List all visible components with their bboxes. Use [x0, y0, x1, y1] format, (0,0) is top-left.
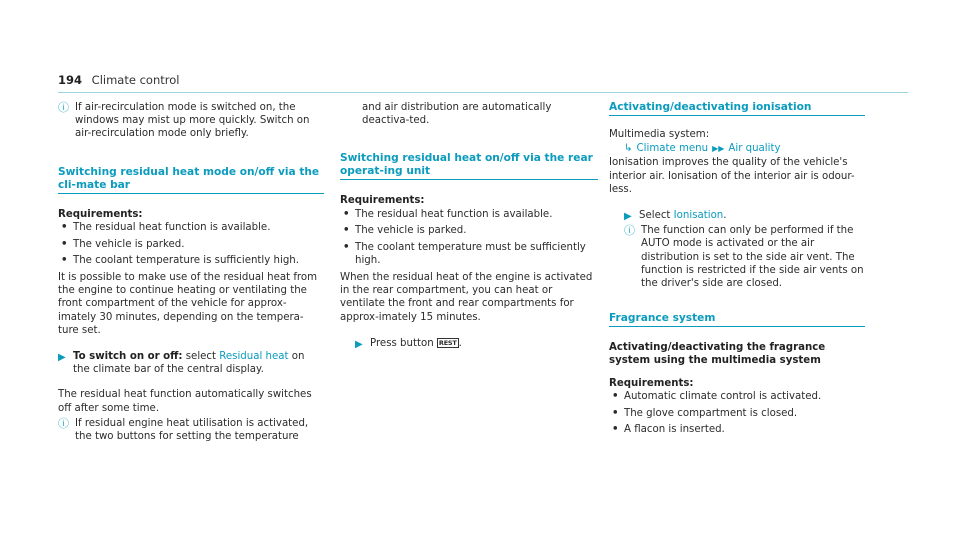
arrow-right-icon: ▶	[355, 338, 363, 350]
list-item	[609, 423, 865, 436]
step-text: select	[182, 350, 220, 362]
info-note	[58, 417, 324, 443]
info-icon: ⓘ	[58, 101, 69, 114]
double-chevron-icon: ▶▶	[712, 144, 725, 154]
list-item-text: The residual heat function is available.	[355, 208, 553, 220]
list-item	[340, 224, 598, 237]
climate-menu-link[interactable]: Climate menu	[636, 143, 709, 155]
multimedia-label: Multimedia system:	[609, 129, 710, 140]
ionisation-link[interactable]: Ionisation	[673, 210, 724, 222]
note-text: The function can only be performed if the AUTO mode is activated or the air distribution is set to the side air vent. The function is restricted if the side air vents on the driver's side are closed.	[641, 225, 864, 290]
bullet-icon: •	[612, 390, 619, 402]
action-step	[58, 350, 324, 376]
step-label: To switch on or off:	[73, 350, 183, 362]
arrow-right-icon: ▶	[624, 211, 632, 223]
residual-heat-link[interactable]: Residual heat	[219, 350, 289, 362]
requirements-list	[609, 390, 865, 437]
list-item	[58, 238, 324, 251]
page-number: 194	[58, 73, 83, 87]
bullet-icon: •	[61, 221, 68, 233]
info-icon: ⓘ	[624, 224, 635, 238]
body-paragraph: It is possible to make use of the residual heat from the engine to continue heating or ventilating the front compartment of the vehicle for approx-imately 30 minutes, depending on the tempera-ture set.	[58, 271, 318, 336]
body-paragraph: When the residual heat of the engine is activated in the rear compartment, you can heat or ventilate the front and rear compartments for approx-imately 15 minutes.	[340, 271, 593, 323]
return-arrow-icon: ↳	[624, 143, 633, 155]
column-2	[340, 101, 598, 350]
step-text: on the climate bar of the central display.	[73, 350, 305, 376]
requirements-title: Requirements:	[58, 208, 143, 220]
requirements-list	[340, 208, 598, 268]
info-icon: ⓘ	[58, 416, 69, 430]
list-item-text: The residual heat function is available.	[73, 221, 271, 233]
sub-heading: Activating/deactivating the fragrance system using the multimedia system	[609, 342, 826, 367]
list-item-text: The coolant temperature must be sufficiently high.	[355, 242, 586, 267]
bullet-icon: •	[612, 407, 619, 419]
bullet-icon: •	[343, 242, 350, 254]
action-step	[355, 337, 598, 350]
section-heading: Switching residual heat on/off via the rear operat-ing unit	[340, 152, 598, 180]
step-text: Press button	[370, 337, 437, 349]
list-item-text: The coolant temperature is sufficiently high.	[73, 255, 299, 267]
step-text: Select	[639, 210, 674, 222]
page-header	[58, 73, 908, 93]
section-heading: Activating/deactivating ionisation	[609, 101, 865, 116]
list-item-text: The vehicle is parked.	[355, 225, 467, 237]
bullet-icon: •	[61, 238, 68, 250]
list-item	[340, 208, 598, 221]
requirements-list	[58, 221, 324, 268]
section-heading: Fragrance system	[609, 312, 865, 327]
arrow-right-icon: ▶	[58, 351, 66, 363]
bullet-icon: •	[343, 225, 350, 237]
step-text: .	[458, 337, 462, 349]
bullet-icon: •	[343, 208, 350, 220]
section-heading: Switching residual heat mode on/off via the cli-mate bar	[58, 166, 324, 194]
note-text: If residual engine heat utilisation is activated, the two buttons for setting the temperature	[75, 417, 309, 442]
list-item	[340, 241, 598, 267]
column-3	[609, 101, 865, 440]
list-item-text: A flacon is inserted.	[624, 424, 725, 436]
list-item	[609, 407, 865, 420]
list-item	[58, 221, 324, 234]
air-quality-link[interactable]: Air quality	[728, 143, 781, 155]
bullet-icon: •	[61, 255, 68, 267]
list-item-text: The vehicle is parked.	[73, 238, 185, 250]
menu-path	[609, 142, 865, 155]
step-text: .	[723, 210, 727, 222]
action-step	[624, 209, 865, 222]
list-item	[609, 390, 865, 403]
info-note	[58, 101, 324, 141]
bullet-icon: •	[612, 424, 619, 436]
section-title: Climate control	[91, 73, 180, 87]
list-item-text: The glove compartment is closed.	[624, 407, 798, 419]
body-paragraph: The residual heat function automatically switches off after some time.	[58, 389, 312, 414]
requirements-title: Requirements:	[609, 377, 694, 389]
rest-button-icon[interactable]: REST	[438, 338, 457, 347]
info-note	[624, 224, 865, 290]
note-text: If air-recirculation mode is switched on, the windows may mist up more quickly. Switch on air-recirculation mode only briefly.	[75, 102, 310, 140]
column-1	[58, 101, 324, 443]
requirements-title: Requirements:	[340, 195, 425, 207]
body-paragraph: Ionisation improves the quality of the vehicle's interior air. Ionisation of the interior air is odour-less.	[609, 157, 855, 195]
body-paragraph: and air distribution are automatically deactiva-ted.	[362, 102, 552, 127]
list-item-text: Automatic climate control is activated.	[624, 390, 822, 402]
list-item	[58, 254, 324, 267]
